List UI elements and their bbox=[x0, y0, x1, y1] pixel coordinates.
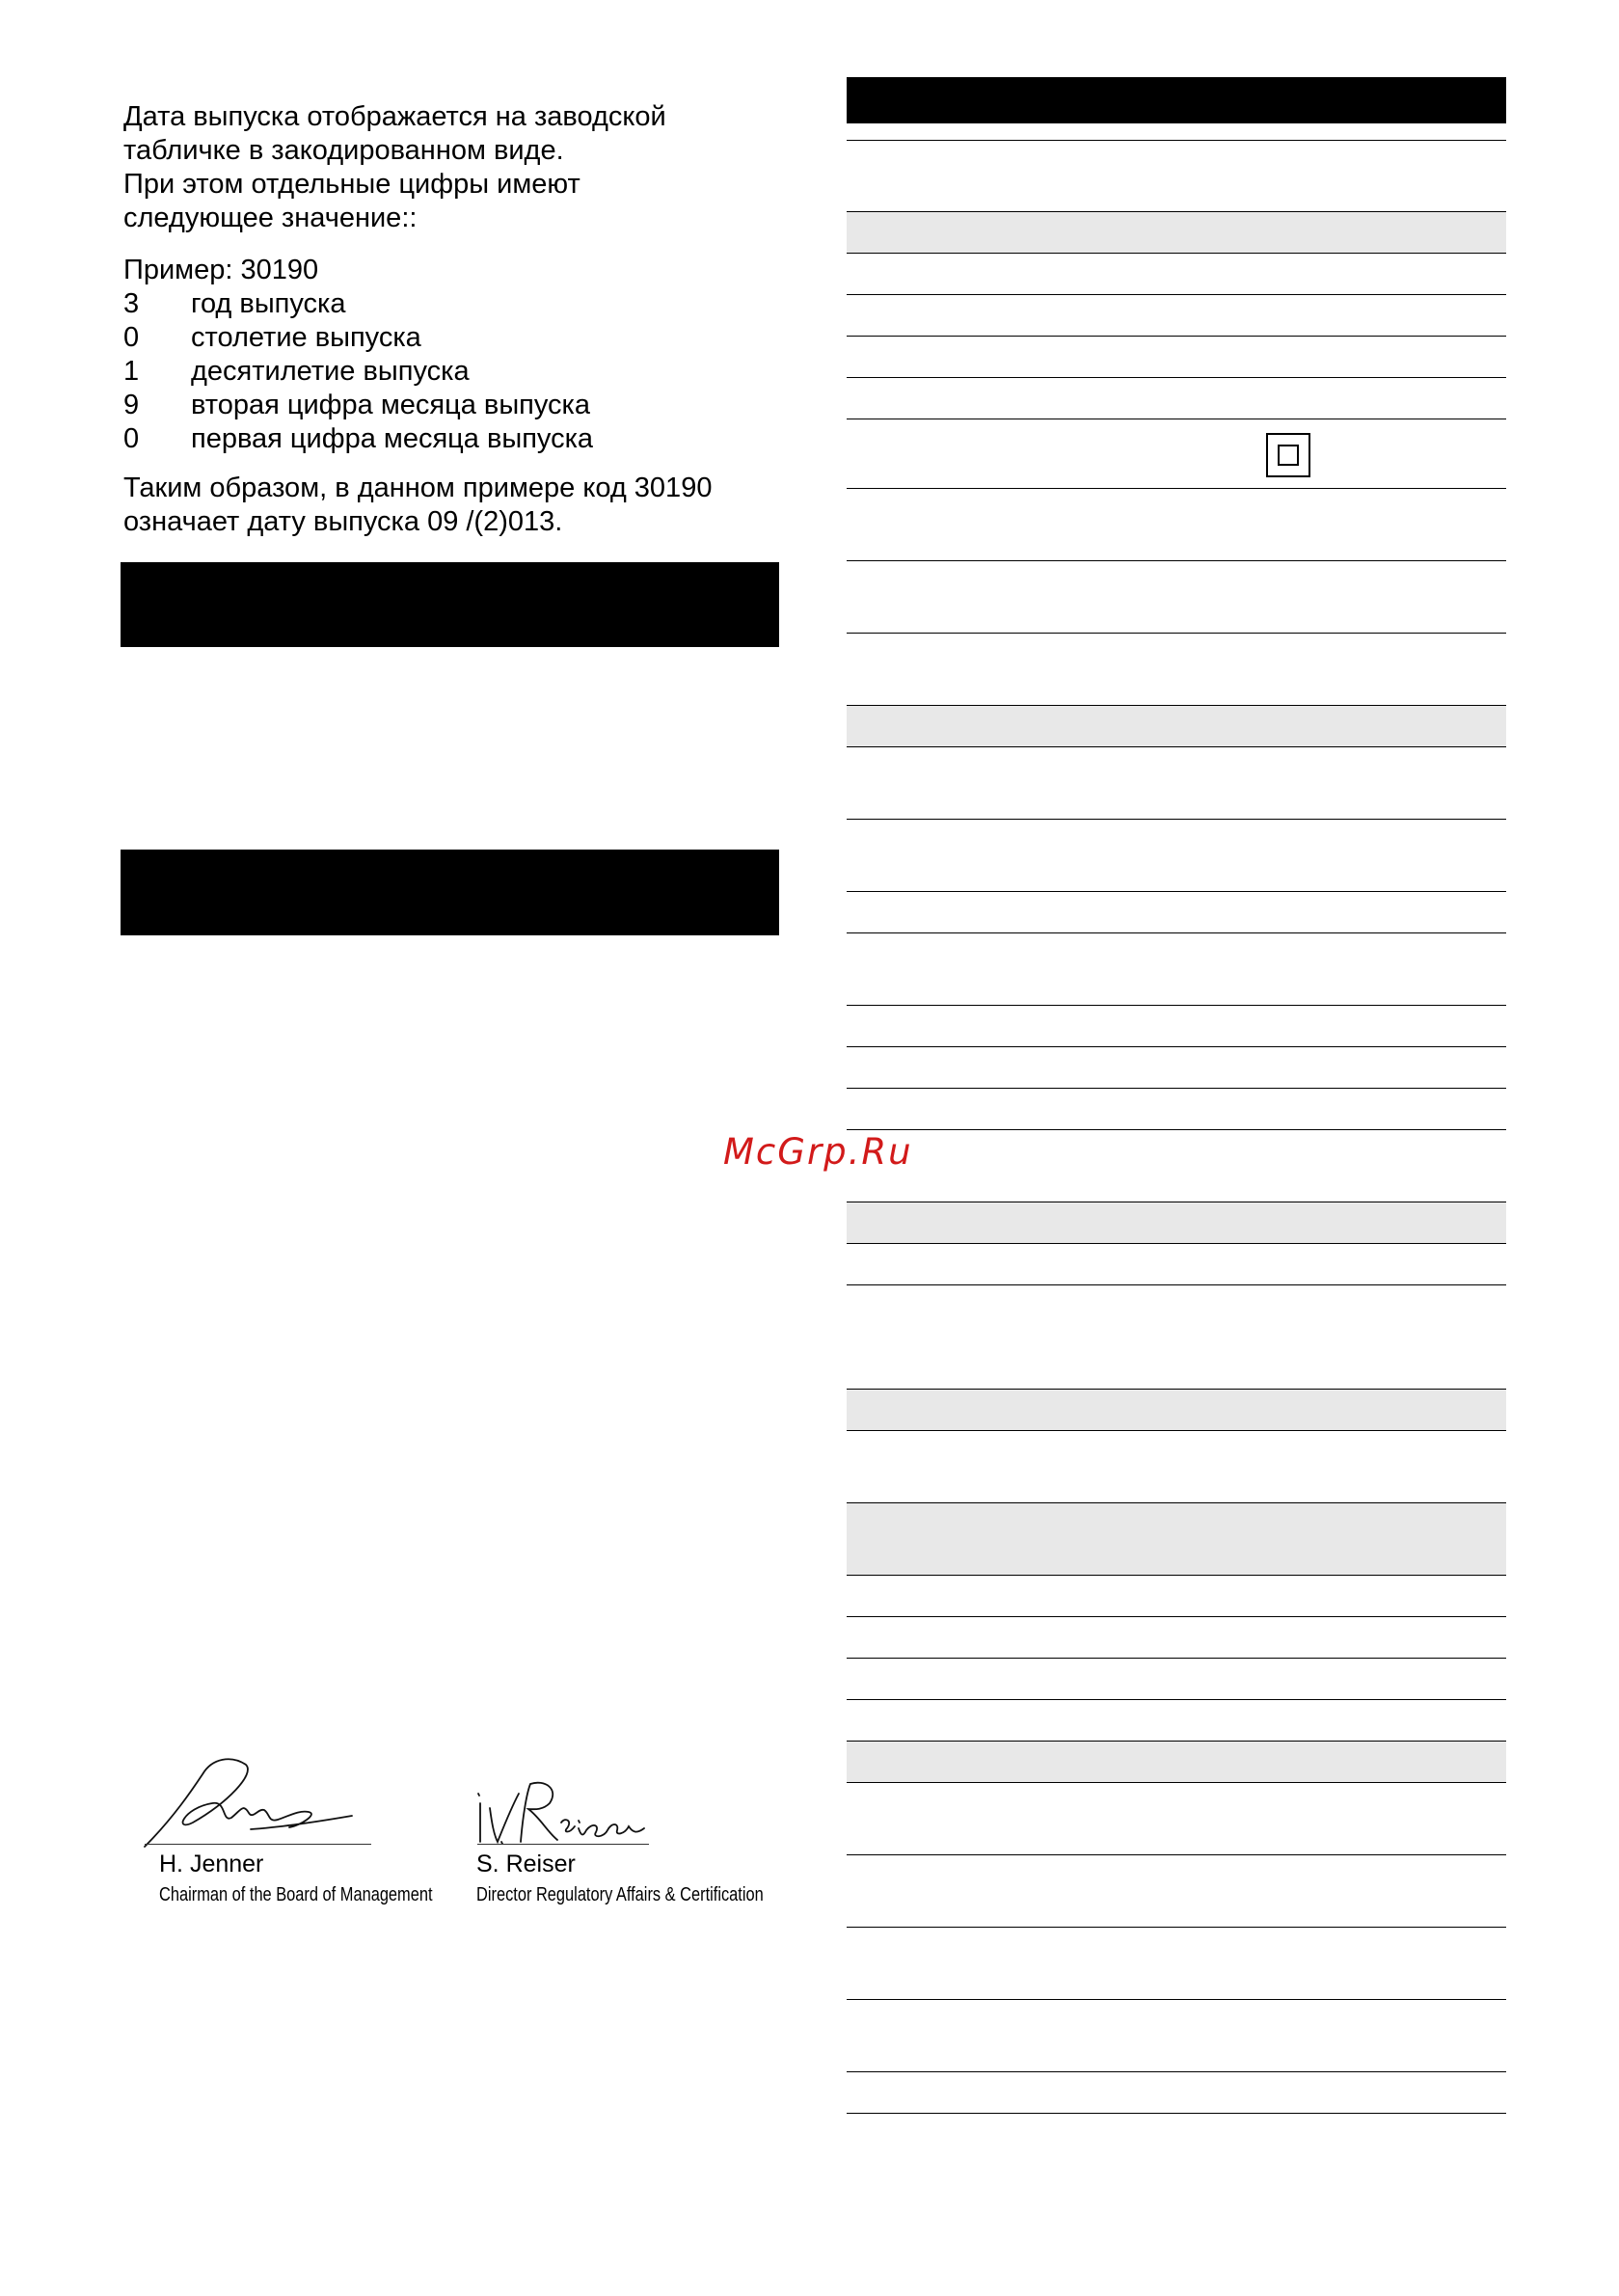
code-meaning: вторая цифра месяца выпуска bbox=[191, 390, 591, 420]
code-digit: 9 bbox=[123, 390, 140, 420]
signer-name: S. Reiser bbox=[476, 1850, 576, 1877]
table-section-row bbox=[847, 212, 1506, 254]
example-block bbox=[123, 254, 798, 456]
table-row bbox=[847, 561, 1506, 634]
table-row-protection-class bbox=[847, 419, 1506, 489]
intro-line: Дата выпуска отображается на заводской bbox=[123, 101, 666, 132]
code-row bbox=[123, 321, 798, 355]
code-meaning: десятилетие выпуска bbox=[191, 356, 470, 387]
conclusion-line: означает дату выпуска 09 /(2)013. bbox=[123, 506, 563, 537]
example-heading: Пример: 30190 bbox=[123, 255, 319, 285]
table-row bbox=[847, 820, 1506, 892]
code-digit: 3 bbox=[123, 288, 140, 319]
signer-title: Chairman of the Board of Management bbox=[159, 1884, 433, 1905]
table-row bbox=[847, 1047, 1506, 1089]
conclusion-line: Таким образом, в данном примере код 30190 bbox=[123, 473, 713, 503]
table-section-row bbox=[847, 1202, 1506, 1244]
code-meaning: столетие выпуска bbox=[191, 322, 421, 353]
table-row bbox=[847, 634, 1506, 706]
table-row bbox=[847, 1617, 1506, 1659]
code-row bbox=[123, 389, 798, 422]
code-meaning: год выпуска bbox=[191, 288, 346, 319]
table-row bbox=[847, 1431, 1506, 1503]
signature-reiser-image bbox=[472, 1774, 656, 1851]
signer-name: H. Jenner bbox=[159, 1850, 264, 1877]
section-header-bar bbox=[121, 850, 779, 935]
table-row bbox=[847, 1244, 1506, 1285]
table-section-row bbox=[847, 1503, 1506, 1576]
watermark: McGrp.Ru bbox=[723, 1131, 913, 1173]
table-row bbox=[847, 2072, 1506, 2114]
table-section-row bbox=[847, 1742, 1506, 1783]
table-row bbox=[847, 1130, 1506, 1202]
table-row bbox=[847, 1659, 1506, 1700]
code-digit: 0 bbox=[123, 322, 140, 353]
table-row bbox=[847, 378, 1506, 419]
code-row bbox=[123, 287, 798, 321]
table-row bbox=[847, 489, 1506, 561]
intro-paragraph bbox=[123, 100, 666, 235]
table-row bbox=[847, 123, 1506, 141]
table-section-row bbox=[847, 706, 1506, 747]
protection-class-ii-icon bbox=[1266, 433, 1310, 477]
intro-line: следующее значение:: bbox=[123, 203, 418, 233]
code-row bbox=[123, 355, 798, 389]
table-section-row bbox=[847, 1390, 1506, 1431]
table-row bbox=[847, 933, 1506, 1006]
handwritten-signature-icon bbox=[472, 1774, 656, 1851]
table-row bbox=[847, 892, 1506, 933]
code-digit: 1 bbox=[123, 356, 140, 387]
code-row bbox=[123, 422, 798, 456]
signature-jenner-image bbox=[135, 1750, 366, 1856]
intro-line: табличке в закодированном виде. bbox=[123, 135, 564, 166]
table-row bbox=[847, 747, 1506, 820]
intro-line: При этом отдельные цифры имеют bbox=[123, 169, 580, 200]
signature-line bbox=[145, 1844, 371, 1845]
table-header-row bbox=[847, 77, 1506, 123]
table-row bbox=[847, 1783, 1506, 1855]
table-row bbox=[847, 1855, 1506, 1928]
table-row bbox=[847, 141, 1506, 212]
table-row bbox=[847, 2000, 1506, 2072]
table-row bbox=[847, 254, 1506, 295]
signature-line bbox=[477, 1844, 649, 1845]
table-row bbox=[847, 1089, 1506, 1130]
handwritten-signature-icon bbox=[135, 1750, 366, 1856]
code-meaning: первая цифра месяца выпуска bbox=[191, 423, 594, 454]
table-row bbox=[847, 295, 1506, 337]
table-row bbox=[847, 1700, 1506, 1742]
conclusion-paragraph bbox=[123, 472, 712, 539]
table-row bbox=[847, 1006, 1506, 1047]
table-row bbox=[847, 1285, 1506, 1390]
technical-data-table bbox=[847, 77, 1506, 2114]
table-row bbox=[847, 337, 1506, 378]
signer-title: Director Regulatory Affairs & Certification bbox=[476, 1884, 764, 1905]
table-row bbox=[847, 1576, 1506, 1617]
section-header-bar bbox=[121, 562, 779, 647]
code-digit: 0 bbox=[123, 423, 140, 454]
table-row bbox=[847, 1928, 1506, 2000]
